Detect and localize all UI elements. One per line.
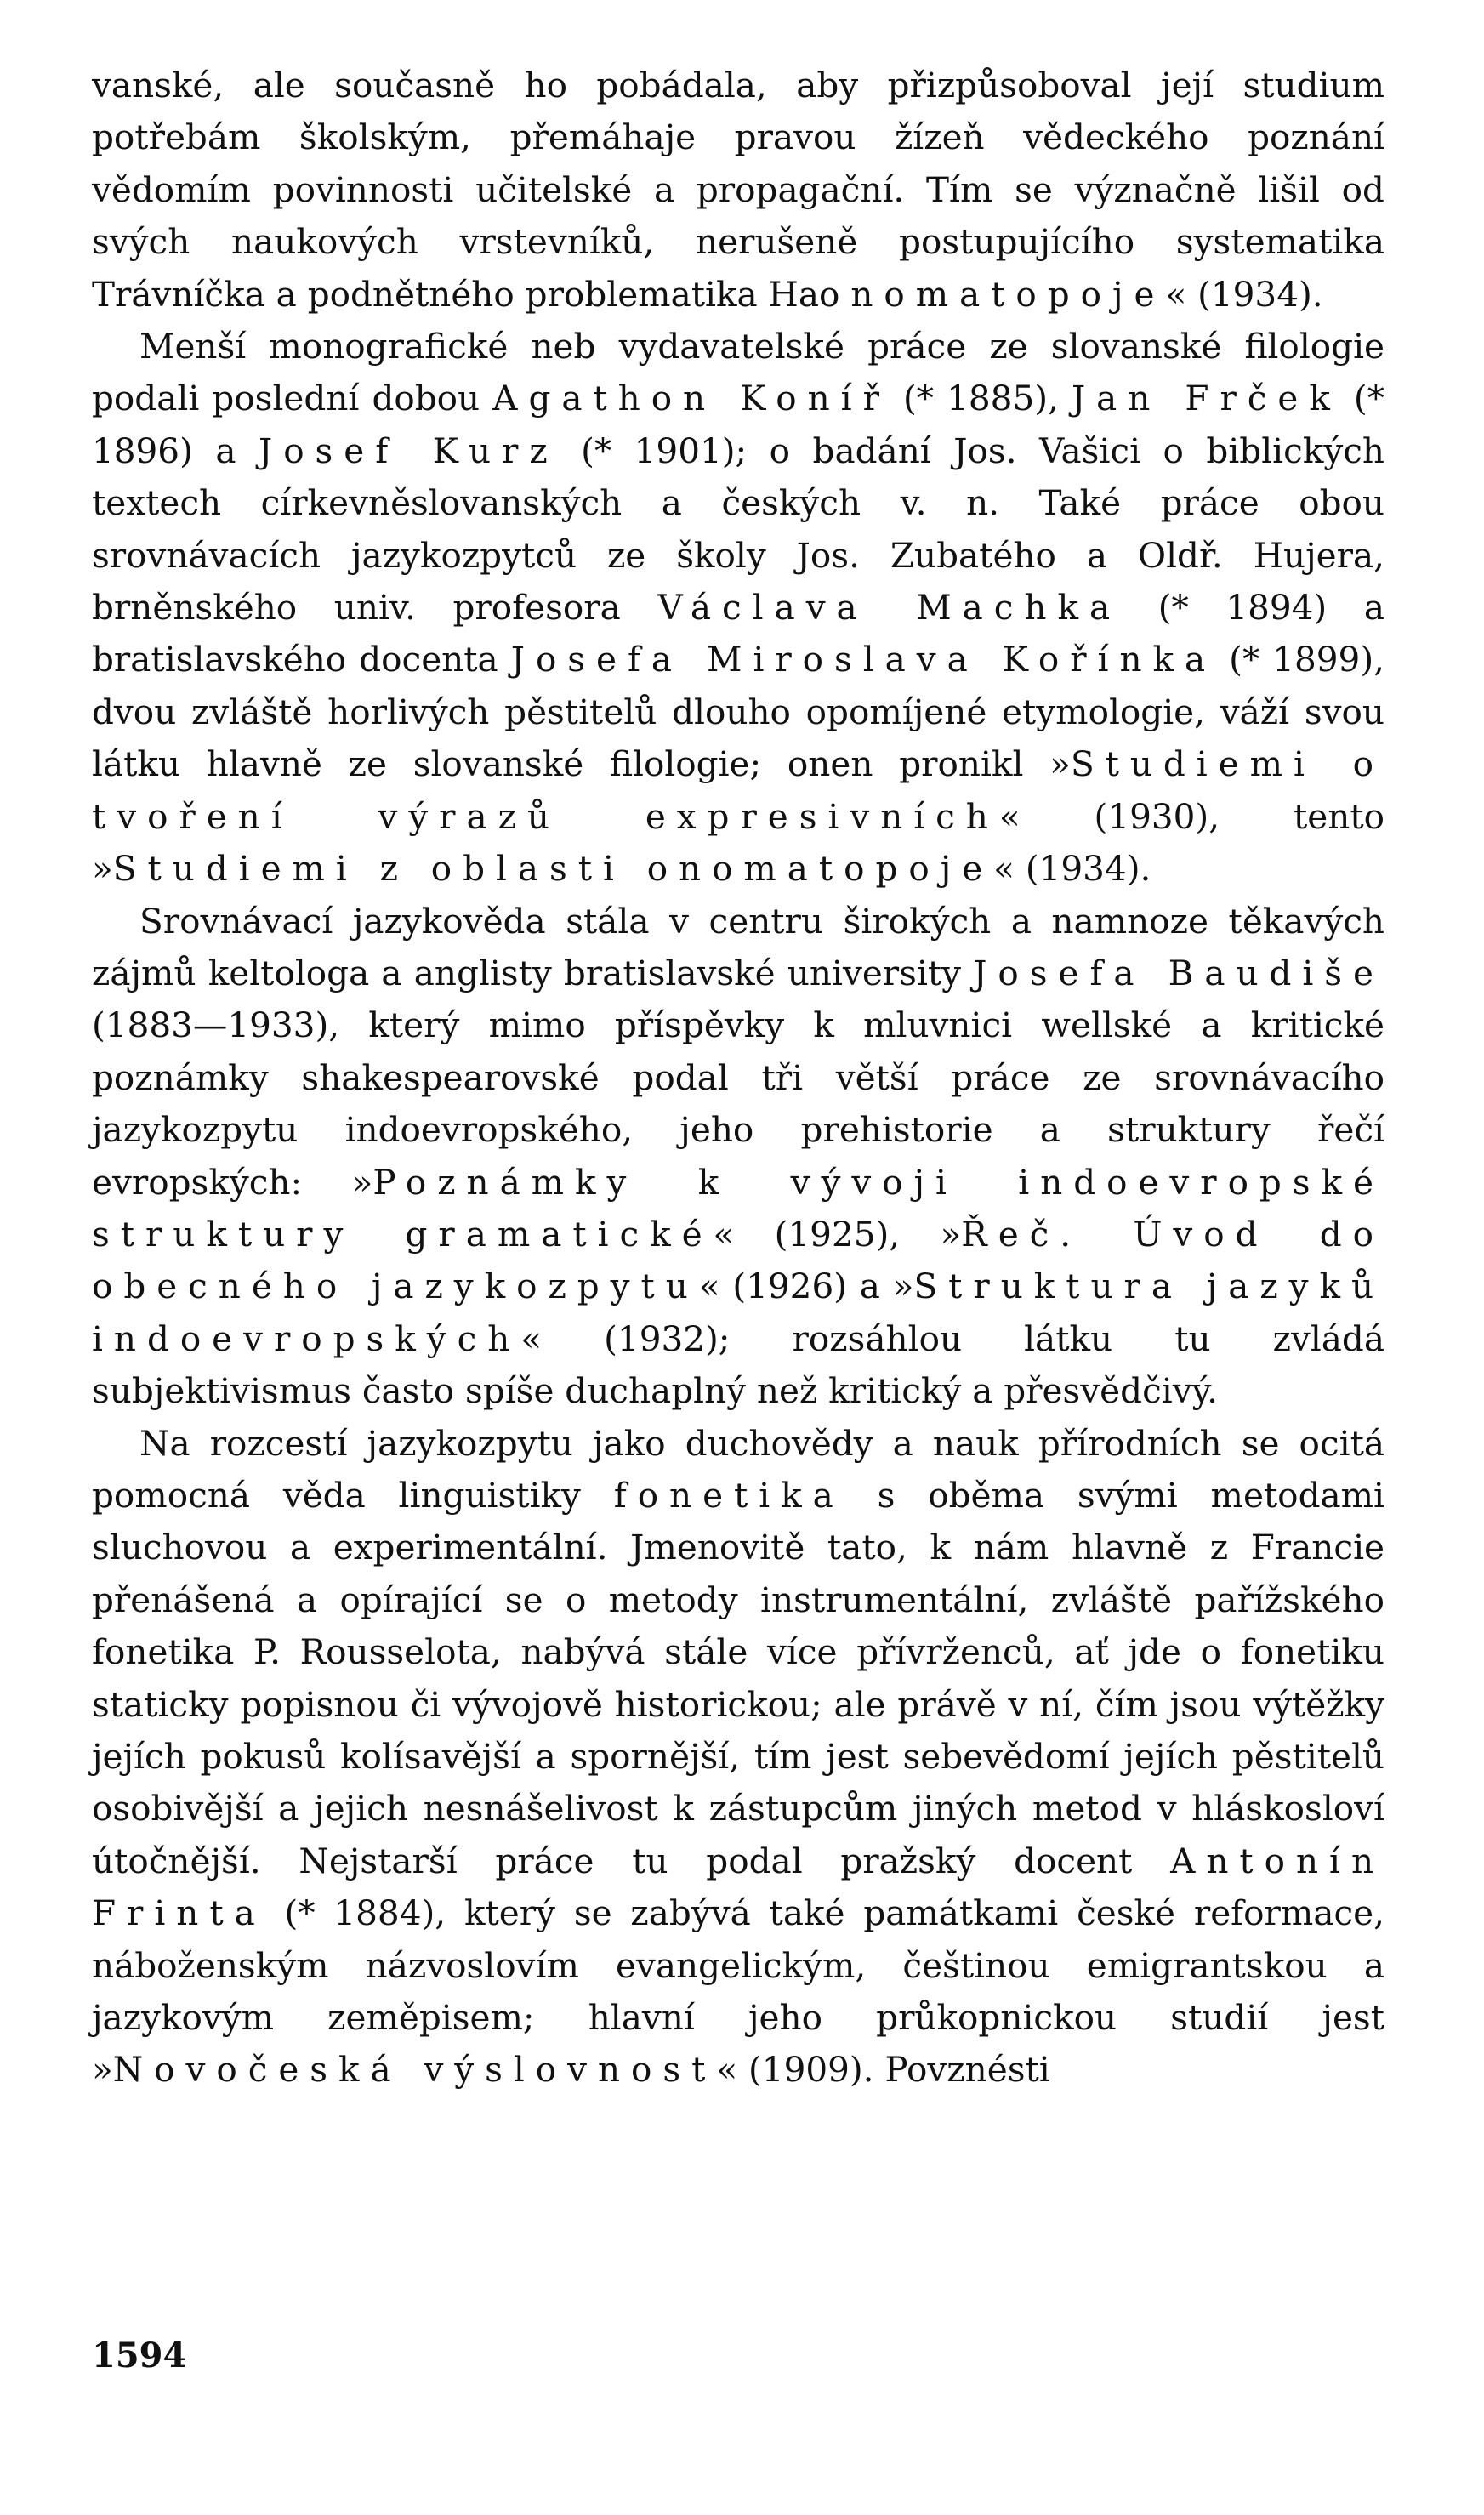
text-run: s oběma svými metodami sluchovou a experimentální. Jmenovitě tato, k nám hlavně z Francie přenášená a opírající se o metody instrumentální, zvláště pařížského fonetika P. Rousselota, nabývá stále více přívrženců, ať jde o fonetiku staticky popisnou či vývojově historickou; ale právě v ní, čím jsou výtěžky jejích pokusů kolísavější a spornější, tím jest sebevědomí jejích pěstitelů osobivější a jejich nesnášelivost k zástupcům jiných metod v hláskosloví útočnější. Nejstarší práce tu podal pražský docent xyxy=(92,1474,1384,1881)
spaced-name: Jan Frček xyxy=(1071,378,1341,419)
text-run: (1883—1933), který mimo příspěvky k mluvnici wellské a kritické poznámky shakespearovské podal tři větší práce ze srovnávacího jazykozpytu indoevropského, jeho prehistorie a struktury řečí evropských: » xyxy=(92,1004,1384,1203)
text-run: (* 1896) a xyxy=(92,378,1384,471)
spaced-name: Studiemi z oblasti onomatopoje xyxy=(112,848,994,890)
spaced-name: Řeč. Úvod do obecného jazykozpytu xyxy=(92,1213,1384,1307)
text-run: (* 1901); o badání Jos. Vašici o biblických textech církevněslovanských a českých v. n. Také práce obou srovnávacích jazykozpytců ze školy Jos. Zubatého a Oldř. Hujera, brněnského univ. profesora xyxy=(92,430,1385,629)
text-run: « (1934). xyxy=(993,848,1151,890)
paragraph xyxy=(92,60,1384,321)
text-run: « (1925), » xyxy=(713,1213,962,1255)
text-run: (* 1899), dvou zvláště horlivých pěstitelů dlouho opomíjené etymologie, váží svou látku hlavně ze slovanské filologie; onen pronikl » xyxy=(92,639,1384,785)
spaced-name: Antonín Frinta xyxy=(92,1840,1384,1934)
spaced-name: fonetika xyxy=(613,1474,844,1516)
paragraph xyxy=(92,1418,1384,2097)
paragraph xyxy=(92,321,1384,895)
text-run: Menší monografické neb vydavatelské práce ze slovanské filologie podali poslední dobou xyxy=(92,326,1384,419)
text-run: (* 1885), xyxy=(890,378,1072,419)
spaced-name: Josef Kurz xyxy=(259,430,559,471)
spaced-name: Václava Machka xyxy=(657,587,1122,629)
page-number: 1594 xyxy=(92,2336,187,2376)
text-run: (* 1884), který se zabývá také památkami české reformace, náboženským názvoslovím evangelickým, češtinou emigrantskou a jazykovým zeměpisem; hlavní jeho průkopnickou studií jest » xyxy=(92,1892,1384,2091)
page-body xyxy=(92,60,1384,2458)
paragraph xyxy=(92,896,1384,1418)
spaced-name: onomatopoje xyxy=(818,273,1166,315)
text-run: Srovnávací jazykověda stála v centru širokých a namnoze těkavých zájmů keltologa a anglisty bratislavské university xyxy=(92,900,1384,993)
text-run: « (1934). xyxy=(1165,273,1323,315)
spaced-name: Josefa Miroslava Kořínka xyxy=(510,639,1217,680)
spaced-name: Agathon Kon xyxy=(492,378,841,419)
text-run: « (1932); rozsáhlou látku tu zvládá subjektivismus často spíše duchaplný než kritický a přesvědčivý. xyxy=(92,1317,1384,1412)
text-run: « (1926) a » xyxy=(698,1266,914,1307)
spaced-name: Studiemi o tvoření výrazů expresivních xyxy=(92,743,1384,837)
spaced-name: íř xyxy=(840,378,890,419)
spaced-name: Poznámky k vývoji indoevropské struktury gramatické xyxy=(92,1161,1384,1255)
spaced-name: Struktura jazyků indoevropských xyxy=(92,1266,1385,1359)
text-run: « (1930), tento » xyxy=(92,795,1384,890)
text-flow xyxy=(92,60,1384,2097)
spaced-name: Novočeská výslovnost xyxy=(112,2049,717,2091)
text-run: (* 1894) a bratislavského docenta xyxy=(92,587,1385,680)
text-run: Na rozcestí jazykozpytu jako duchovědy a nauk přírodních se ocitá pomocná věda linguistiky xyxy=(92,1422,1384,1516)
text-run: vanské, ale současně ho pobádala, aby přizpůsoboval její studium potřebám školským, přemáhaje pravou žízeň vědeckého poznání vědomím povinnosti učitelské a propagační. Tím se význačně lišil od svých naukových vrstevníků, nerušeně postupujícího systematika Trávníčka a podnětného problematika Ha xyxy=(92,65,1384,315)
text-run: « (1909). Povznésti xyxy=(716,2049,1050,2091)
spaced-name: Josefa Baudiše xyxy=(973,952,1384,993)
